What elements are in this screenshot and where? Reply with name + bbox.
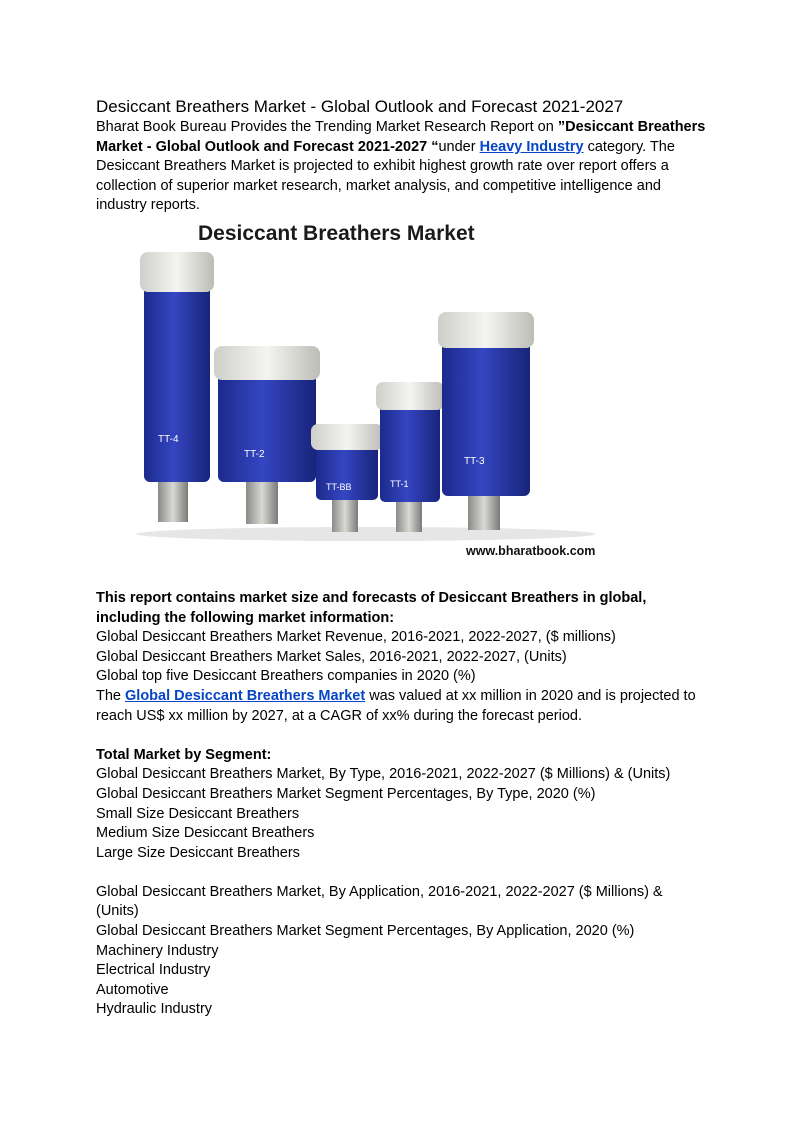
product-image: [106, 222, 626, 567]
application-line: Automotive: [96, 981, 169, 998]
label-ttbb: TT-BB: [326, 481, 352, 492]
breather-tt2: [214, 346, 320, 524]
segment-line: Small Size Desiccant Breathers: [96, 805, 300, 822]
heavy-industry-link[interactable]: Heavy Industry: [479, 138, 584, 155]
global-market-link[interactable]: Global Desiccant Breathers Market: [125, 687, 366, 704]
segment-heading: [96, 746, 706, 766]
intro-post: category. The Desiccant Breathers Market is projected to exhibit highest growth rate over report offers a collection of superior market research, market analysis, and competitive intelligence and industry reports.: [96, 138, 675, 214]
document-title: Desiccant Breathers Market - Global Outlook and Forecast 2021-2027: [96, 97, 624, 116]
report-line: Global Desiccant Breathers Market Revenue, 2016-2021, 2022-2027, ($ millions): [96, 629, 616, 646]
segment-line: Large Size Desiccant Breathers: [96, 844, 300, 861]
application-line: Global Desiccant Breathers Market, By Application, 2016-2021, 2022-2027 ($ Millions) & (Units): [96, 883, 663, 920]
application-line: Hydraulic Industry: [96, 1001, 213, 1018]
intro-paragraph: [96, 118, 706, 216]
segment-line: Global Desiccant Breathers Market, By Type, 2016-2021, 2022-2027 ($ Millions) & (Units): [96, 766, 671, 783]
intro-report-name: ”Desiccant Breathers Market - Global Outlook and Forecast 2021-2027 “: [96, 119, 706, 155]
value-post: was valued at xx million in 2020 and is projected to reach US$ xx million by 2027, at a CAGR of xx% during the forecast period.: [96, 687, 696, 724]
breather-tt3: [438, 312, 534, 530]
intro-pre: Bharat Book Bureau Provides the Trending Market Research Report on: [96, 119, 558, 135]
figure-title: Desiccant Breathers Market: [198, 221, 475, 245]
label-tt4: TT-4: [158, 433, 179, 445]
figure-url: www.bharatbook.com: [466, 543, 596, 558]
label-tt2: TT-2: [244, 448, 265, 460]
breather-tt4: [140, 252, 214, 522]
value-pre: The: [96, 687, 126, 704]
label-tt1: TT-1: [390, 478, 409, 489]
spacer: [96, 863, 706, 883]
label-tt3: TT-3: [464, 455, 485, 467]
spacer: [96, 567, 706, 589]
segment-heading-text: Total Market by Segment:: [96, 746, 272, 763]
report-heading: [96, 589, 706, 628]
document-page: [96, 96, 706, 1020]
segment-line: Medium Size Desiccant Breathers: [96, 825, 315, 842]
report-heading-text: This report contains market size and forecasts of Desiccant Breathers in global, including the following market information:: [96, 589, 647, 626]
application-line: Global Desiccant Breathers Market Segment Percentages, By Application, 2020 (%): [96, 923, 635, 940]
breather-tt1: [376, 382, 444, 532]
application-line: Electrical Industry: [96, 962, 211, 979]
spacer: [96, 726, 706, 746]
market-value-paragraph: [96, 687, 706, 726]
report-line: Global Desiccant Breathers Market Sales, 2016-2021, 2022-2027, (Units): [96, 648, 567, 665]
segment-line: Global Desiccant Breathers Market Segment Percentages, By Type, 2020 (%): [96, 785, 596, 802]
breathers-illustration: [106, 242, 626, 542]
report-line: Global top five Desiccant Breathers companies in 2020 (%): [96, 668, 476, 685]
breather-ttbb: [311, 424, 383, 532]
intro-mid: under: [438, 138, 480, 155]
application-line: Machinery Industry: [96, 942, 219, 959]
